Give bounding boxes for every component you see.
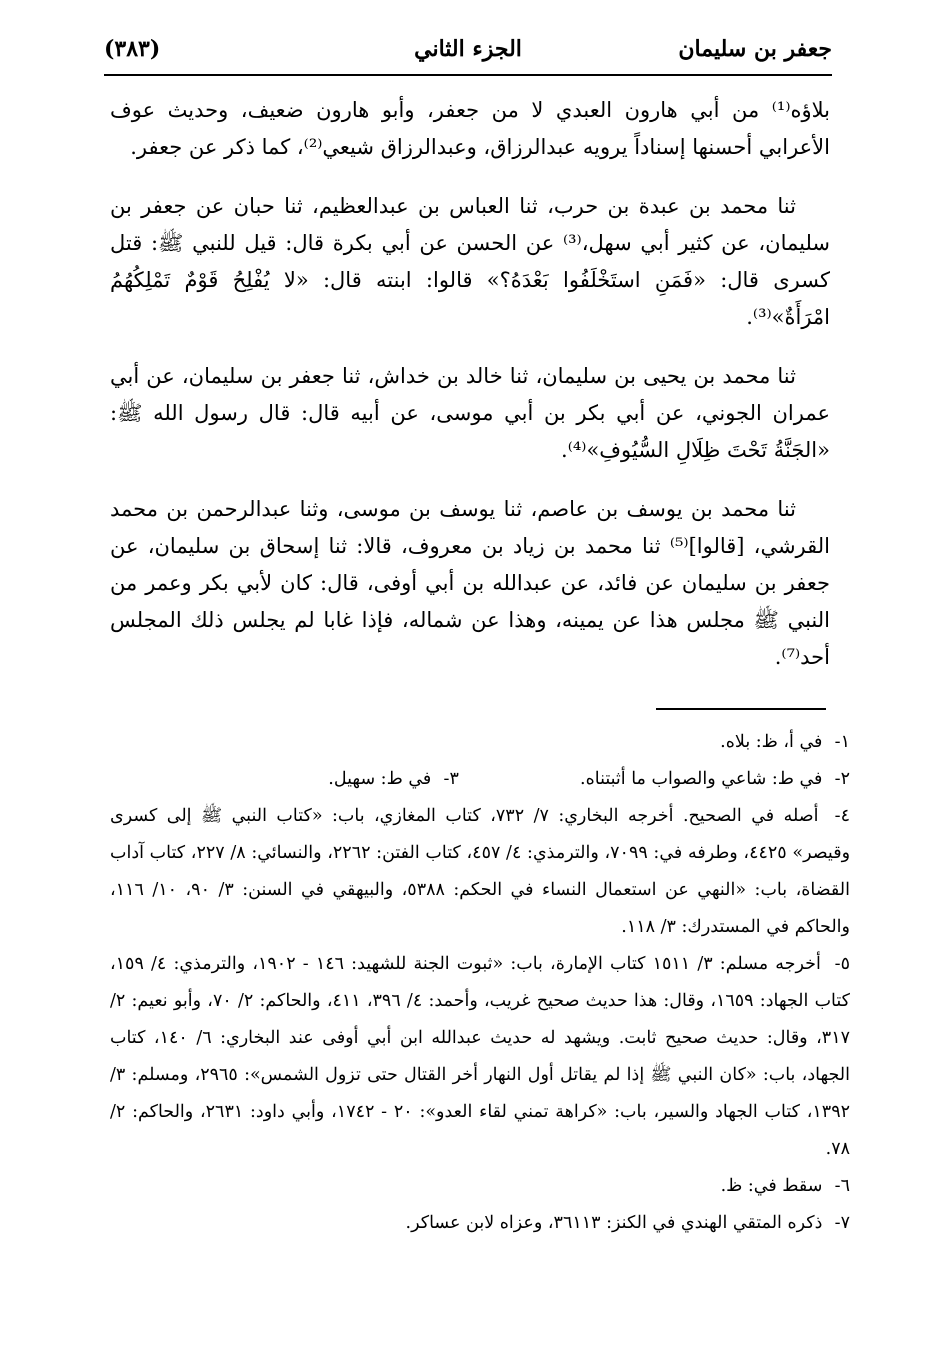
- footnote-text: سقط في: ظ.: [720, 1176, 823, 1196]
- footnote-2-3: [110, 761, 850, 798]
- paragraph-1: بلاؤه⁽¹⁾ من أبي هارون العبدي لا من جعفر، وأبو هارون ضعيف، وحديث عوف الأعرابي أحسنها إسناداً يرويه عبدالرزاق، وعبدالرزاق شيعي⁽²⁾، كما ذكر عن جعفر.: [110, 98, 830, 159]
- footnote-number: ١-: [834, 732, 850, 752]
- footnote-text: أصله في الصحيح. أخرجه البخاري: ٧/ ٧٣٢، كتاب المغازي، باب: «كتاب النبي ﷺ إلى كسرى وقيصر» ٤٤٢٥، وطرفه في: ٧٠٩٩، والترمذي: ٤/ ٤٥٧، كتاب الفتن: ٢٢٦٢، والنسائي: ٨/ ٢٢٧، كتاب آداب القضاة، باب: «النهي عن استعمال النساء في الحكم: ٥٣٨٨، والبيهقي في السنن: ٣/ ٩٠، ١٠/ ١١٦، والحاكم في المستدرك: ٣/ ١١٨.: [110, 806, 851, 937]
- part-title: الجزء الثاني: [414, 36, 522, 62]
- footnote-text: في أ، ظ: بلاه.: [720, 732, 823, 752]
- main-text: [110, 92, 830, 698]
- footnote-4: [110, 798, 850, 946]
- paragraph-2: ثنا محمد بن عبدة بن حرب، ثنا العباس بن عبدالعظيم، ثنا حبان عن جعفر بن سليمان، عن كثير أبي سهل،⁽³⁾ عن الحسن عن أبي بكرة قال: قيل للنبي ﷺ: قتل كسرى قال: «فَمَنِ استَخْلَفُوا بَعْدَهُ؟» قالوا: ابنته قال: «لا يُفْلِحُ قَوْمٌ تَمْلِكُهُمُ امْرَأَةٌ»⁽³⁾.: [110, 194, 831, 329]
- footnote-7: [110, 1205, 850, 1242]
- paragraph-4: ثنا محمد بن يوسف بن عاصم، ثنا يوسف بن موسى، وثنا عبدالرحمن بن محمد القرشي، [قالوا]⁽⁵⁾ ثنا محمد بن زياد بن معروف، قالا: ثنا إسحاق بن سليمان، عن جعفر بن سليمان عن فائد، عن عبدالله بن أبي أوفى، قال: كان لأبي بكر وعمر من النبي ﷺ مجلس هذا عن يمينه، وهذا عن شماله، فإذا غابا لم يجلس ذلك المجلس أحد⁽⁷⁾.: [110, 497, 830, 669]
- footnotes: [110, 724, 850, 1242]
- footnote-number: ٣-: [443, 769, 459, 789]
- running-header: [104, 30, 832, 76]
- footnote-5: [110, 946, 850, 1168]
- footnote-text: في ط: سهيل.: [328, 769, 432, 789]
- footnote-1: [110, 724, 850, 761]
- footnote-number: ٥-: [834, 954, 850, 974]
- footnote-number: ٦-: [834, 1176, 850, 1196]
- footnote-divider: [656, 708, 826, 710]
- footnote-number: ٤-: [834, 806, 850, 826]
- author-name: جعفر بن سليمان: [678, 36, 832, 62]
- paragraph-3: ثنا محمد بن يحيى بن سليمان، ثنا خالد بن خداش، ثنا جعفر بن سليمان، عن أبي عمران الجوني، عن أبي بكر بن أبي موسى، عن أبيه قال: قال رسول الله ﷺ: «الجَنَّةُ تَحْتَ ظِلَالِ السُّيُوفِ»⁽⁴⁾.: [110, 364, 830, 462]
- footnote-text: في ط: شاعي والصواب ما أثبتناه.: [580, 769, 823, 789]
- footnote-number: ٧-: [834, 1213, 850, 1233]
- footnote-6: [110, 1168, 850, 1205]
- page-number: (٣٨٣): [104, 36, 161, 62]
- footnote-number: ٢-: [834, 769, 850, 789]
- footnote-text: أخرجه مسلم: ٣/ ١٥١١ كتاب الإمارة، باب: «ثبوت الجنة للشهيد: ١٤٦ - ١٩٠٢، والترمذي: ٤/ ١٥٩، كتاب الجهاد: ١٦٥٩، وقال: هذا حديث صحيح غريب، وأحمد: ٤/ ٣٩٦، ٤١١، والحاكم: ٢/ ٧٠، وأبو نعيم: ٢/ ٣١٧، وقال: حديث صحيح ثابت. ويشهد له حديث عبدالله ابن أبي أوفى عند البخاري: ٦/ ١٤٠، كتاب الجهاد، باب: «كان النبي ﷺ إذا لم يقاتل أول النهار أخر القتال حتى تزول الشمس»: ٢٩٦٥، ومسلم: ٣/ ١٣٩٢، كتاب الجهاد والسير، باب: «كراهة تمني لقاء العدو»: ٢٠ - ١٧٤٢، وأبي داود: ٢٦٣١، والحاكم: ٢/ ٧٨.: [110, 954, 851, 1159]
- footnote-text: ذكره المتقي الهندي في الكنز: ٣٦١١٣، وعزاه لابن عساكر.: [405, 1213, 823, 1233]
